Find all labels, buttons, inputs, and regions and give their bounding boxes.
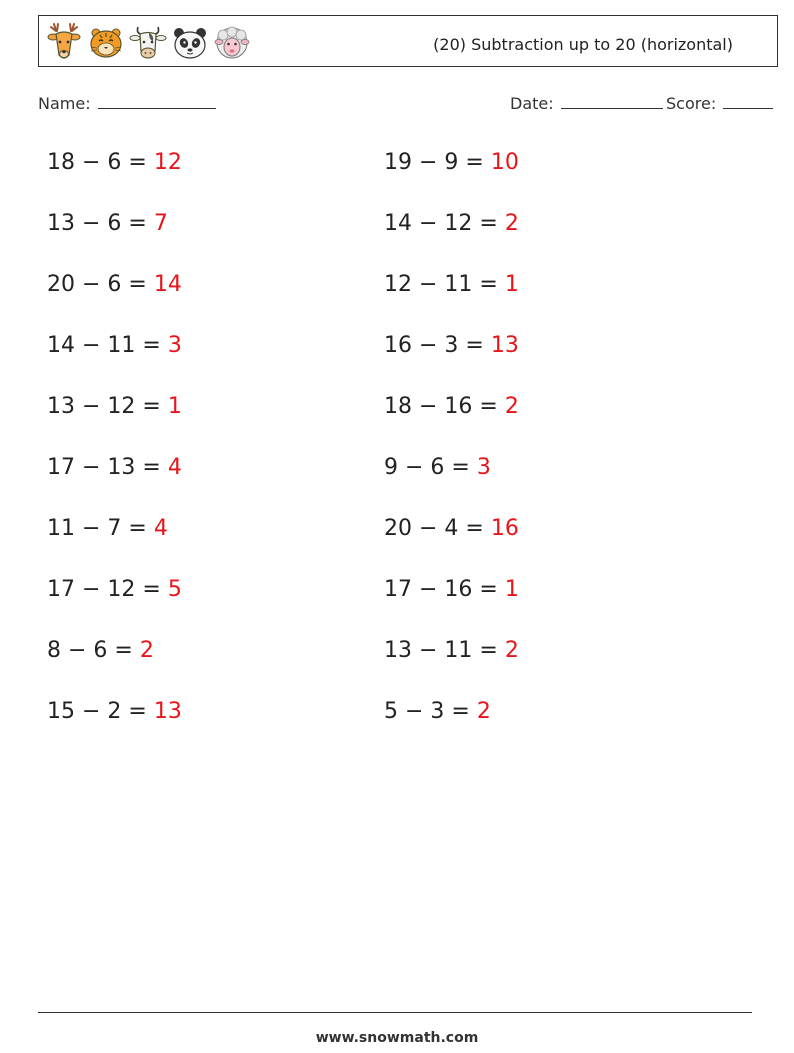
problem-row (47, 577, 182, 603)
problem-row (384, 333, 519, 359)
cow-icon (129, 21, 167, 63)
problem-answer: 5 (167, 577, 182, 602)
problem-row (384, 211, 519, 237)
problem-row (47, 455, 182, 481)
problem-answer: 2 (504, 638, 519, 663)
problem-answer: 2 (139, 638, 154, 663)
problem-row (384, 577, 519, 603)
score-label: Score: (666, 94, 717, 113)
footer-url: www.snowmath.com (315, 1030, 479, 1046)
date-blank (561, 93, 663, 109)
problem-row (47, 211, 168, 237)
score-blank (723, 93, 773, 109)
problem-row (47, 333, 182, 359)
problem-question: 15 − 2 = (47, 699, 147, 724)
date-field (510, 93, 663, 113)
problem-question: 19 − 9 = (384, 150, 484, 175)
problem-answer: 16 (490, 516, 519, 541)
score-field (666, 93, 773, 113)
problem-row (47, 638, 154, 664)
problem-row (384, 638, 519, 664)
name-blank (98, 93, 216, 109)
problem-answer: 3 (167, 333, 182, 358)
problem-answer: 7 (153, 211, 168, 236)
problem-answer: 4 (153, 516, 168, 541)
problem-question: 20 − 6 = (47, 272, 147, 297)
problem-answer: 14 (153, 272, 182, 297)
problem-question: 18 − 16 = (384, 394, 498, 419)
problem-question: 14 − 12 = (384, 211, 498, 236)
problem-question: 13 − 11 = (384, 638, 498, 663)
footer-divider (38, 1012, 752, 1013)
animal-icons (45, 21, 251, 63)
problem-answer: 12 (153, 150, 182, 175)
sheep-icon (213, 21, 251, 63)
problem-answer: 1 (504, 577, 519, 602)
problem-answer: 4 (167, 455, 182, 480)
problem-question: 9 − 6 = (384, 455, 470, 480)
problem-row (384, 394, 519, 420)
problem-question: 18 − 6 = (47, 150, 147, 175)
problem-row (384, 455, 491, 481)
problem-answer: 1 (504, 272, 519, 297)
tiger-icon (87, 21, 125, 63)
header-box (38, 15, 778, 67)
problem-question: 17 − 12 = (47, 577, 161, 602)
problem-question: 17 − 16 = (384, 577, 498, 602)
problem-question: 20 − 4 = (384, 516, 484, 541)
problem-row (47, 516, 168, 542)
problem-row (384, 272, 519, 298)
worksheet-title: (20) Subtraction up to 20 (horizontal) (433, 35, 733, 54)
problem-question: 13 − 12 = (47, 394, 161, 419)
problem-question: 12 − 11 = (384, 272, 498, 297)
problem-row (47, 699, 182, 725)
problem-row (384, 150, 519, 176)
problem-question: 13 − 6 = (47, 211, 147, 236)
problem-row (384, 699, 491, 725)
deer-icon (45, 21, 83, 63)
name-label: Name: (38, 94, 91, 113)
problem-answer: 13 (490, 333, 519, 358)
problem-row (47, 150, 182, 176)
problem-answer: 2 (504, 211, 519, 236)
problem-answer: 10 (490, 150, 519, 175)
problem-question: 5 − 3 = (384, 699, 470, 724)
problem-answer: 1 (167, 394, 182, 419)
problem-answer: 2 (504, 394, 519, 419)
panda-icon (171, 21, 209, 63)
problem-question: 8 − 6 = (47, 638, 133, 663)
problem-question: 16 − 3 = (384, 333, 484, 358)
problem-question: 17 − 13 = (47, 455, 161, 480)
name-field (38, 93, 216, 113)
problem-question: 11 − 7 = (47, 516, 147, 541)
problem-row (47, 394, 182, 420)
problem-answer: 13 (153, 699, 182, 724)
problem-answer: 3 (476, 455, 491, 480)
problem-question: 14 − 11 = (47, 333, 161, 358)
problem-answer: 2 (476, 699, 491, 724)
problem-row (384, 516, 519, 542)
date-label: Date: (510, 94, 554, 113)
problem-row (47, 272, 182, 298)
